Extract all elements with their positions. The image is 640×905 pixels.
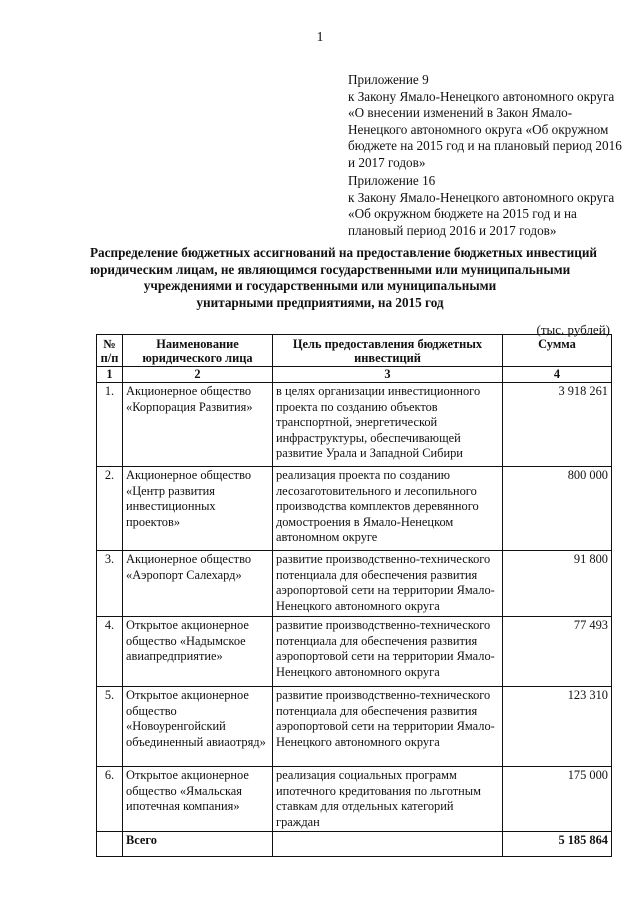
column-index: 2 [123, 367, 273, 383]
row-goal: реализация социальных программ ипотечного кредитования по льготным ставкам для отдельных категорий граждан [273, 767, 503, 832]
appendix-line: плановый период 2016 и 2017 годов» [348, 222, 557, 238]
header-num: № п/п [97, 335, 123, 367]
units-label: (тыс. рублей) [536, 322, 610, 337]
total-label: Всего [123, 832, 273, 857]
table-row [97, 383, 612, 467]
row-goal: реализация проекта по созданию лесозаготовительного и лесопильного производства комплектов деревянного домостроения в Ямало-Ненецком автономном округе [273, 467, 503, 551]
title-line: Распределение бюджетных ассигнований на предоставление бюджетных инвестиций [90, 245, 598, 260]
row-name: Открытое акционерное общество «Новоуренгойский объединенный авиаотряд» [123, 687, 273, 767]
row-num: 6. [97, 767, 123, 832]
row-sum: 800 000 [503, 467, 612, 551]
appendix-line: Приложение 16 [348, 173, 436, 188]
appendix-line: к Закону Ямало-Ненецкого автономного округа [348, 88, 615, 104]
row-name: Акционерное общество «Аэропорт Салехард» [123, 551, 273, 617]
row-goal: развитие производственно-технического потенциала для обеспечения развития аэропортовой сети на территории Ямало-Ненецкого автономного округа [273, 617, 503, 687]
header-goal: Цель предоставления бюджетных инвестиций [273, 335, 503, 367]
row-goal: развитие производственно-технического потенциала для обеспечения развития аэропортовой сети на территории Ямало-Ненецкого автономного округа [273, 687, 503, 767]
row-num: 3. [97, 551, 123, 617]
row-sum: 175 000 [503, 767, 612, 832]
total-goal-cell [273, 832, 503, 857]
table-header-row [97, 335, 612, 367]
total-sum: 5 185 864 [503, 832, 612, 857]
row-name: Открытое акционерное общество «Надымское авиапредприятие» [123, 617, 273, 687]
table-row [97, 551, 612, 617]
row-sum: 91 800 [503, 551, 612, 617]
appendix-line: «О внесении изменений в Закон Ямало- [348, 105, 573, 121]
total-num-cell [97, 832, 123, 857]
page-number: 1 [316, 30, 324, 45]
appendix-line: бюджете на 2015 год и на плановый период 2016 [348, 138, 622, 154]
row-name: Акционерное общество «Центр развития инвестиционных проектов» [123, 467, 273, 551]
appendix-line: и 2017 годов» [348, 154, 426, 170]
appendix-9-note [348, 72, 620, 172]
appendix-line: Ненецкого автономного округа «Об окружном [348, 121, 609, 137]
title-line: юридическим лицам, не являющимся государственными или муниципальными [90, 261, 571, 277]
investment-table [96, 334, 612, 857]
header-sum: Сумма [503, 335, 612, 367]
row-num: 2. [97, 467, 123, 551]
appendix-line: Приложение 9 [348, 72, 429, 87]
row-sum: 3 918 261 [503, 383, 612, 467]
title-line: учреждениями и государственными или муниципальными [143, 278, 497, 294]
title-line: унитарными предприятиями, на 2015 год [196, 294, 444, 310]
column-index: 4 [503, 367, 612, 383]
table-row [97, 767, 612, 832]
row-sum: 123 310 [503, 687, 612, 767]
header-name: Наименование юридического лица [123, 335, 273, 367]
column-index-row [97, 367, 612, 383]
appendix-line: к Закону Ямало-Ненецкого автономного округа [348, 189, 615, 205]
row-num: 4. [97, 617, 123, 687]
table-row [97, 617, 612, 687]
document-title [90, 245, 598, 311]
row-num: 5. [97, 687, 123, 767]
row-goal: развитие производственно-технического потенциала для обеспечения развития аэропортовой сети на территории Ямало-Ненецкого автономного округа [273, 551, 503, 617]
appendix-line: «Об окружном бюджете на 2015 год и на [348, 206, 577, 222]
row-num: 1. [97, 383, 123, 467]
row-name: Открытое акционерное общество «Ямальская ипотечная компания» [123, 767, 273, 832]
row-name: Акционерное общество «Корпорация Развития» [123, 383, 273, 467]
appendix-16-note [348, 173, 620, 239]
table-row [97, 467, 612, 551]
row-goal: в целях организации инвестиционного проекта по созданию объектов транспортной, энергетической инфраструктуры, обеспечивающей развитие Урала и Западной Сибири [273, 383, 503, 467]
column-index: 3 [273, 367, 503, 383]
table-row [97, 687, 612, 767]
table-total-row [97, 832, 612, 857]
column-index: 1 [97, 367, 123, 383]
row-sum: 77 493 [503, 617, 612, 687]
